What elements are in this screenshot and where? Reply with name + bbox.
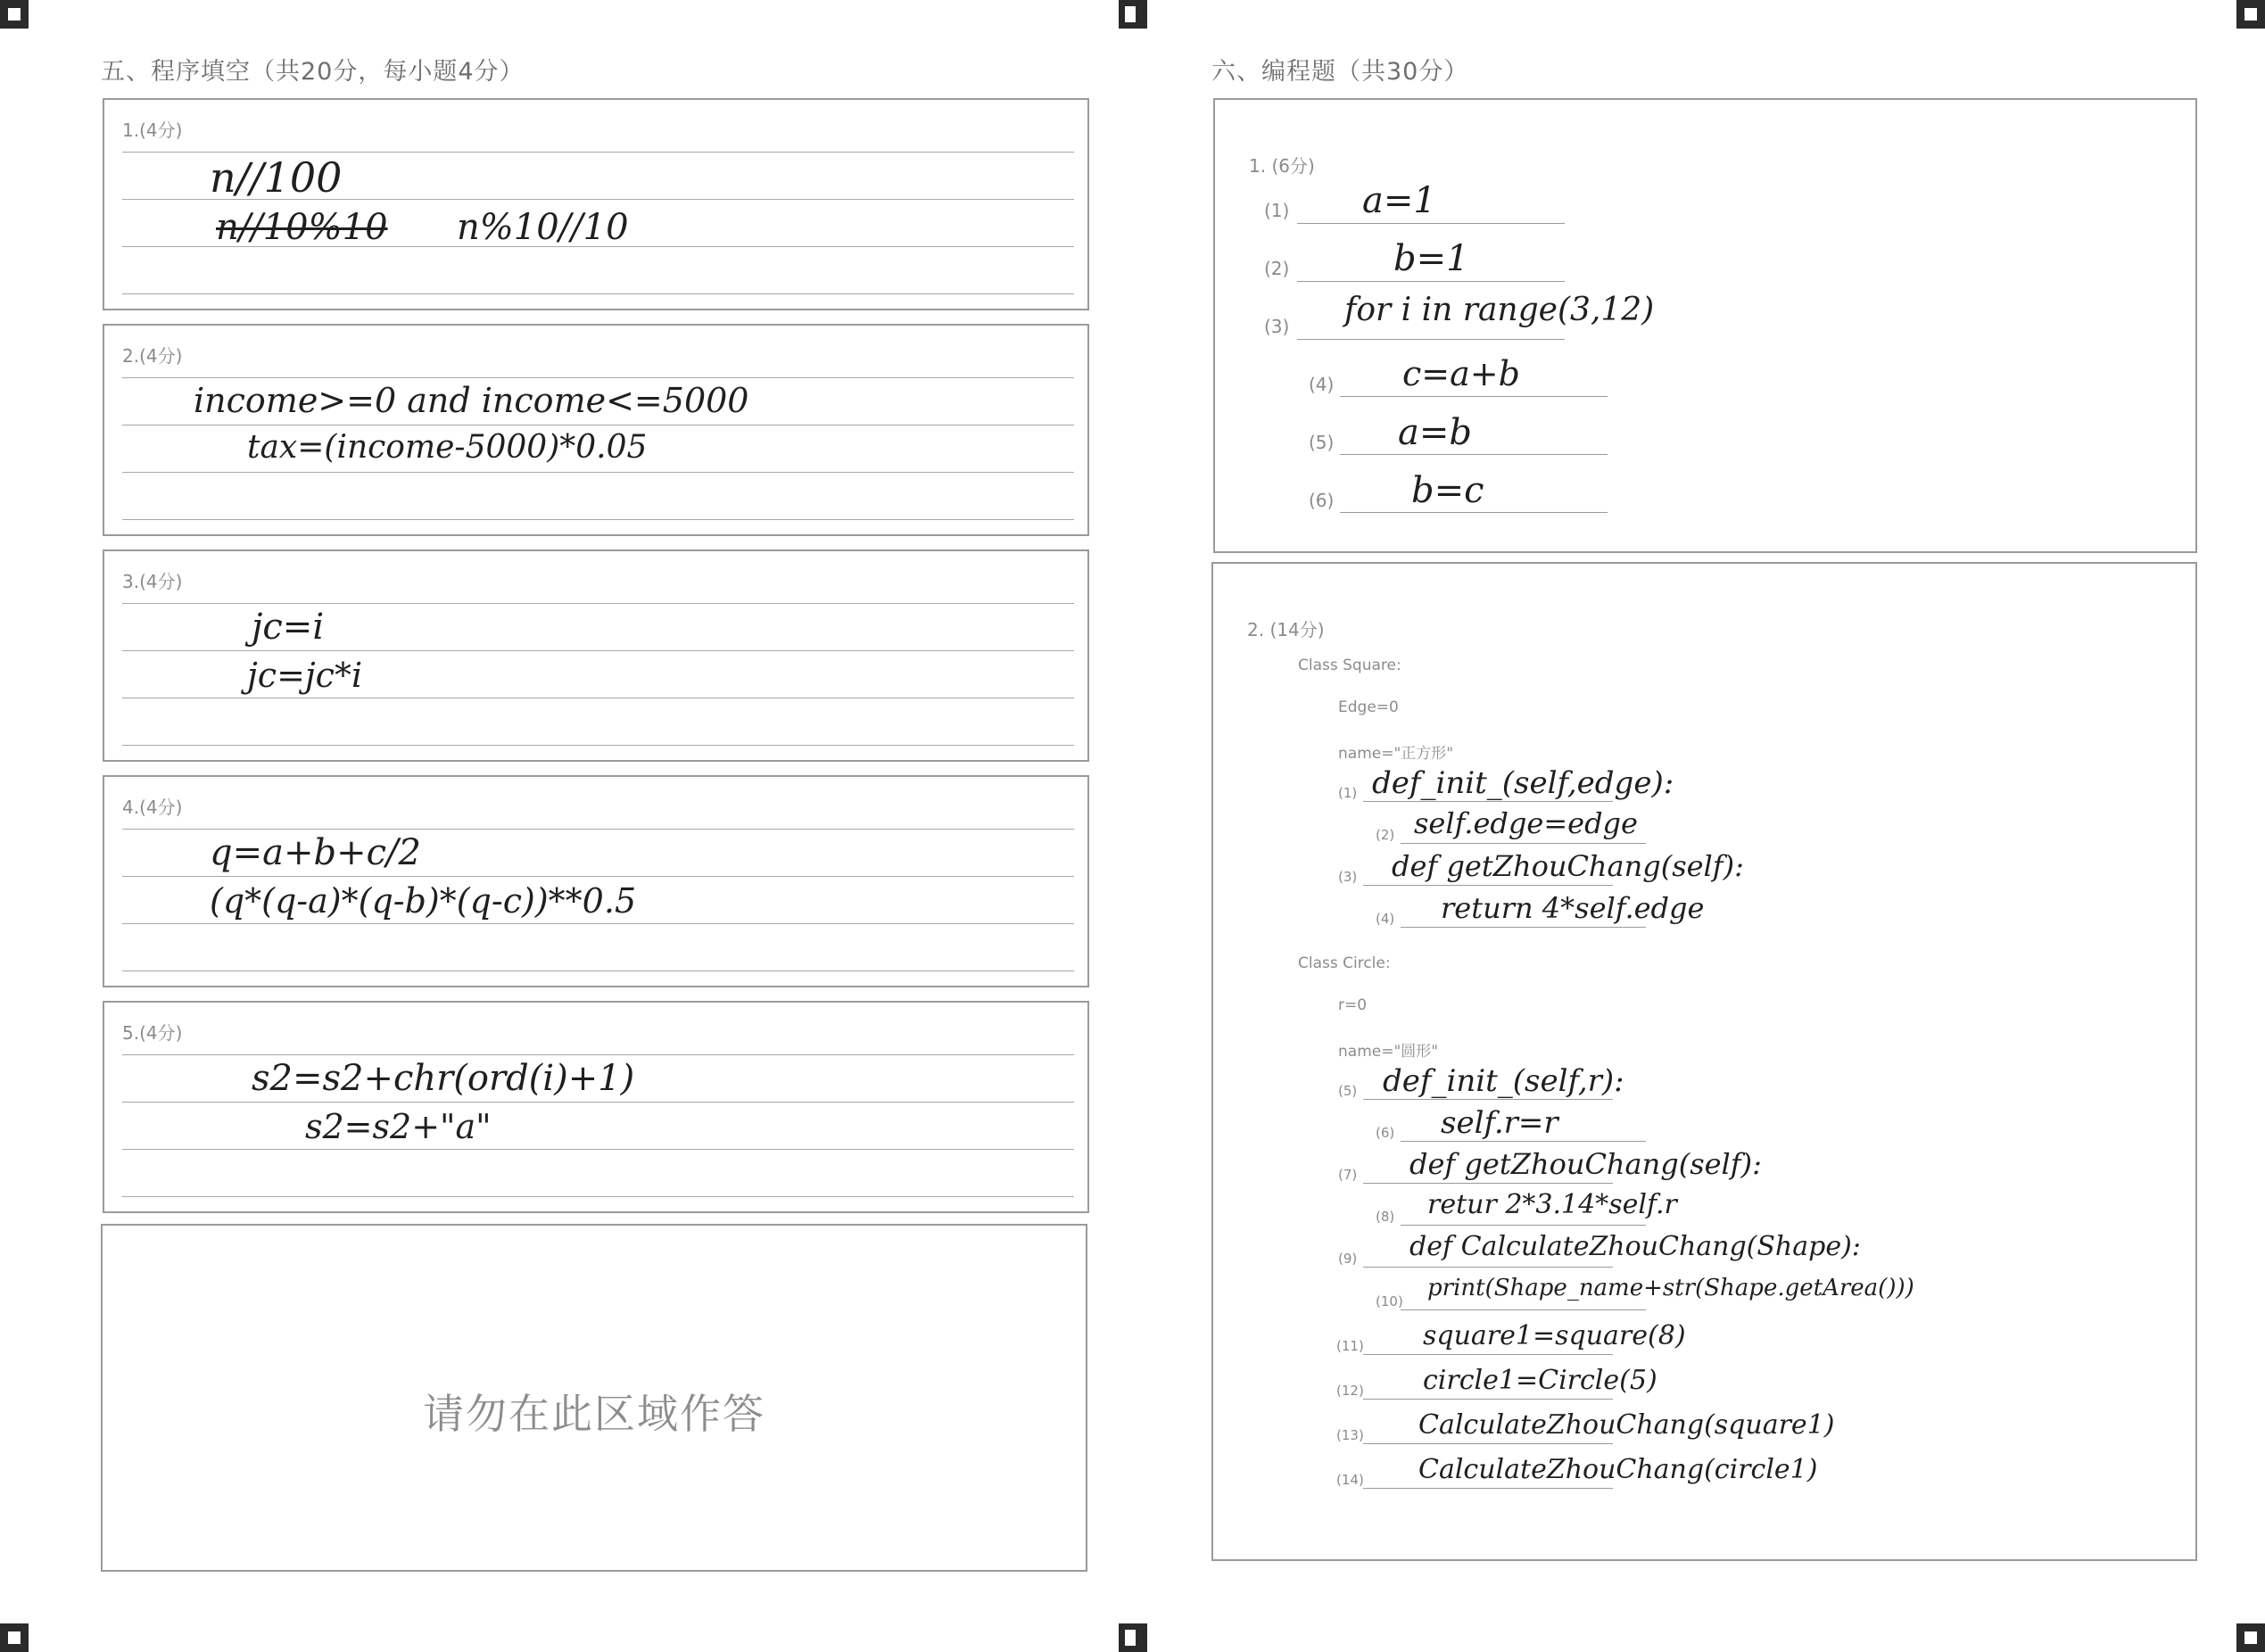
handwritten-answer: s2=s2+chr(ord(i)+1) [252, 1058, 635, 1099]
section-title-programming: 六、编程题（共30分） [1211, 58, 1469, 86]
corner-marker-top-left [0, 0, 29, 29]
handwritten-answer: n%10//10 [457, 207, 629, 248]
handwritten-answer: (q*(q-a)*(q-b)*(q-c))**0.5 [210, 881, 637, 921]
answer-line [1401, 1309, 1646, 1310]
code-line-r: r=0 [1338, 996, 1368, 1014]
item-number: (11) [1336, 1338, 1364, 1354]
answer-line [1340, 454, 1608, 455]
code-line-name-circle: name="圆形" [1338, 1043, 1439, 1061]
handwritten-answer: b=c [1411, 470, 1484, 511]
corner-marker-bottom-right [2236, 1623, 2265, 1652]
handwritten-answer: CalculateZhouChang(square1) [1418, 1409, 1835, 1441]
handwritten-answer: circle1=Circle(5) [1423, 1365, 1657, 1396]
code-line-edge: Edge=0 [1338, 698, 1399, 716]
question-label: 2. (14分) [1247, 619, 1325, 640]
section-title-fill-in: 五、程序填空（共20分，每小题4分） [101, 58, 525, 86]
item-number: (3) [1338, 869, 1358, 885]
item-number: (7) [1338, 1167, 1358, 1183]
answer-line [1363, 1488, 1613, 1489]
item-number: (2) [1376, 827, 1395, 843]
alignment-marker-bottom-center [1119, 1623, 1147, 1652]
item-number: (1) [1338, 785, 1358, 801]
question-label: 5.(4分) [122, 1022, 183, 1044]
answer-box-programming-q2 [1211, 562, 2197, 1561]
answer-rule [122, 1149, 1074, 1150]
answer-line [1401, 1141, 1646, 1142]
answer-box-q3 [103, 549, 1089, 762]
answer-line [1363, 1399, 1613, 1400]
handwritten-answer: retur 2*3.14*self.r [1427, 1189, 1677, 1220]
handwritten-answer: def CalculateZhouChang(Shape): [1409, 1231, 1861, 1262]
question-label: 3.(4分) [122, 571, 183, 592]
item-number: (5) [1309, 432, 1335, 453]
answer-rule [122, 650, 1074, 651]
answer-line [1340, 396, 1608, 397]
handwritten-answer: a=1 [1362, 180, 1436, 221]
question-label: 2.(4分) [122, 345, 183, 367]
answer-line [1363, 1354, 1613, 1355]
handwritten-answer: for i in range(3,12) [1344, 292, 1655, 328]
handwritten-answer: jc=i [252, 607, 325, 648]
answer-rule [122, 745, 1074, 746]
code-line-name-square: name="正方形" [1338, 745, 1454, 763]
handwritten-answer: def_init_(self,r): [1383, 1063, 1624, 1099]
answer-line [1401, 927, 1646, 928]
answer-box-programming-q1 [1213, 98, 2197, 553]
item-number: (13) [1336, 1427, 1364, 1443]
handwritten-answer: CalculateZhouChang(circle1) [1418, 1454, 1818, 1485]
answer-line [1401, 1225, 1646, 1226]
item-number: (3) [1264, 316, 1290, 337]
answer-line [1363, 1183, 1613, 1184]
answer-rule [122, 519, 1074, 520]
answer-rule [122, 603, 1074, 604]
handwritten-answer: income>=0 and income<=5000 [194, 381, 749, 420]
item-number: (4) [1309, 374, 1335, 395]
code-line-class-circle: Class Circle: [1298, 954, 1391, 972]
answer-box-q2 [103, 324, 1089, 536]
handwritten-answer: q=a+b+c/2 [210, 832, 421, 873]
code-line-class-square: Class Square: [1298, 657, 1401, 674]
answer-rule [122, 472, 1074, 473]
answer-box-q4 [103, 775, 1089, 987]
handwritten-answer: jc=jc*i [247, 656, 363, 695]
no-answer-area [101, 1224, 1087, 1572]
answer-rule [122, 293, 1074, 294]
handwritten-answer: s2=s2+"a" [305, 1107, 492, 1146]
answer-line [1297, 223, 1565, 224]
handwritten-answer: self.r=r [1441, 1105, 1558, 1141]
handwritten-answer: return 4*self.edge [1441, 891, 1705, 925]
answer-line [1363, 1443, 1613, 1444]
answer-rule [122, 876, 1074, 877]
answer-line [1363, 1267, 1613, 1268]
corner-marker-bottom-left [0, 1623, 29, 1652]
answer-box-q5 [103, 1001, 1089, 1213]
question-label: 1.(4分) [122, 120, 183, 141]
handwritten-answer: square1=square(8) [1423, 1320, 1686, 1351]
item-number: (6) [1309, 490, 1335, 511]
handwritten-answer: a=b [1398, 412, 1472, 453]
item-number: (6) [1376, 1125, 1395, 1141]
alignment-marker-top-center [1119, 0, 1147, 29]
answer-rule [122, 1054, 1074, 1055]
handwritten-answer: def getZhouChang(self): [1392, 849, 1744, 883]
answer-rule [122, 377, 1074, 378]
handwritten-answer: tax=(income-5000)*0.05 [247, 429, 648, 466]
answer-line [1297, 339, 1565, 340]
item-number: (9) [1338, 1251, 1358, 1267]
handwritten-answer: def_init_(self,edge): [1372, 765, 1674, 801]
answer-rule [122, 923, 1074, 924]
answer-line [1297, 281, 1565, 282]
answer-line [1340, 512, 1608, 513]
handwritten-answer: self.edge=edge [1414, 806, 1638, 840]
answer-rule [122, 152, 1074, 153]
no-answer-notice: 请勿在此区域作答 [423, 1390, 765, 1438]
handwritten-answer-crossed-out: n//10%10 [216, 207, 388, 248]
answer-line [1363, 1099, 1613, 1100]
answer-line [1363, 885, 1613, 886]
answer-rule [122, 1102, 1074, 1103]
item-number: (5) [1338, 1083, 1358, 1099]
answer-rule [122, 1196, 1074, 1197]
handwritten-answer: print(Shape_name+str(Shape.getArea())) [1427, 1275, 1914, 1301]
corner-marker-top-right [2236, 0, 2265, 29]
item-number: (14) [1336, 1472, 1364, 1488]
answer-rule [122, 829, 1074, 830]
question-label: 1. (6分) [1249, 155, 1315, 177]
question-label: 4.(4分) [122, 797, 183, 818]
handwritten-answer: def getZhouChang(self): [1409, 1147, 1762, 1181]
handwritten-answer: n//100 [210, 153, 343, 202]
answer-line [1363, 801, 1613, 802]
handwritten-answer: b=1 [1393, 238, 1469, 279]
handwritten-answer: c=a+b [1402, 354, 1520, 393]
item-number: (8) [1376, 1209, 1395, 1225]
answer-line [1401, 843, 1646, 844]
answer-box-q1 [103, 98, 1089, 310]
item-number: (10) [1376, 1293, 1403, 1309]
item-number: (12) [1336, 1383, 1364, 1399]
item-number: (1) [1264, 200, 1290, 221]
item-number: (4) [1376, 911, 1395, 927]
item-number: (2) [1264, 258, 1290, 279]
